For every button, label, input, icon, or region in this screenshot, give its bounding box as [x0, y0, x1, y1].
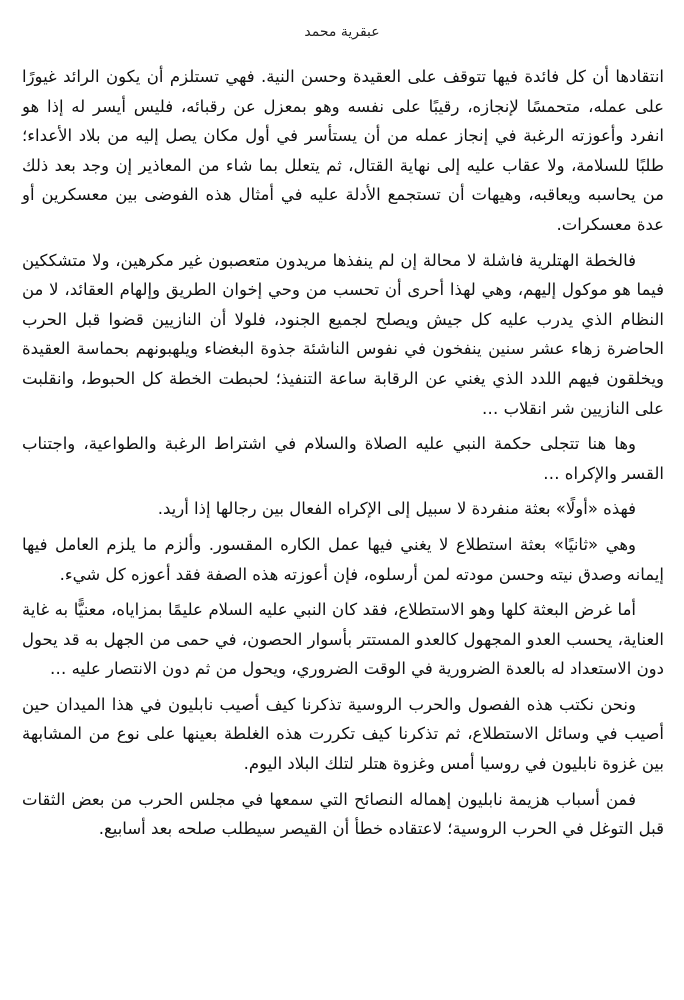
- paragraph: فهذه «أولًا» بعثة منفردة لا سبيل إلى الإكراه الفعال بين رجالها إذا أريد.: [157, 499, 636, 519]
- paragraph: ونحن نكتب هذه الفصول والحرب الروسية تذكرنا كيف أصيب نابليون في هذا الميدان حين أصيب في وسائل الاستطلاع، ثم تذكرنا كيف تكررت هذه الغلطة بعينها على نوع من المشابهة بين غزوة نابليون في روسيا أمس وغزوة هتلر لتلك البلاد اليوم.: [22, 694, 664, 774]
- paragraph: فمن أسباب هزيمة نابليون إهماله النصائح التي سمعها في مجلس الحرب من بعض الثقات قبل التوغل في الحرب الروسية؛ لاعتقاده خطأ أن القيصر سيطلب صلحه بعد أسابيع.: [22, 789, 664, 839]
- running-header-title: عبقرية محمد: [304, 24, 380, 40]
- paragraph: وهي «ثانيًا» بعثة استطلاع لا يغني فيها عمل الكاره المقسور. وألزم ما يلزم العامل فيها إيمانه وصدق نيته وحسن مودته لمن أرسلوه، فإن أعوزته هذه الصفة فقد أعوزه كل شيء.: [22, 534, 664, 584]
- paragraph: فالخطة الهتلرية فاشلة لا محالة إن لم ينفذها مريدون متعصبون غير مكرهين، ولا متشككين فيما هو موكول إليهم، وهي لهذا أحرى أن تحسب من وحي إخوان الطريق وإلهام العقائد، لا من النظام الذي يدرب عليه كل جيش ويصلح لجميع الجنود، فلولا أن النازيين قضوا قبل الحرب الحاضرة زهاء عشر سنين ينفخون في نفوس الناشئة جذوة البغضاء ويلهبونهم بحماسة العقيدة ويخلقون فيهم اللدد الذي يغني عن الرقابة ساعة التنفيذ؛ لحبطت الخطة كل الحبوط، وانقلبت على النازيين شر انقلاب …: [22, 250, 664, 418]
- paragraph: انتقادها أن كل فائدة فيها تتوقف على العقيدة وحسن النية. فهي تستلزم أن يكون الرائد غيورًا على عمله، متحمسًا لإنجازه، رقيبًا على نفسه وهو بمعزل عن رقبائه، فليس أيسر له إذا هو انفرد وأعوزته الرغبة في إنجاز عمله من أن يستأسر في أول مكان يصل إليه من بلاد الأعداء؛ طلبًا للسلامة، ولا عقاب عليه إلى نهاية القتال، ثم يتعلل بما شاء من المعاذير إن وجد بعد ذلك من يحاسبه ويعاقبه، وهيهات أن تستجمع الأدلة عليه في أمثال هذه الفوضى بين معسكرين أو عدة معسكرات.: [22, 67, 664, 234]
- paragraph: وها هنا تتجلى حكمة النبي عليه الصلاة والسلام في اشتراط الرغبة والطواعية، واجتناب القسر والإكراه …: [22, 434, 664, 483]
- paragraph: أما غرض البعثة كلها وهو الاستطلاع، فقد كان النبي عليه السلام عليمًا بمزاياه، معنيًّا به غاية العناية، يحسب العدو المجهول كالعدو المستتر بأسوار الحصون، في حمى من الجهل به قد يحول دون الاستعداد له بالعدة الضرورية في الوقت الضروري، ويحول من ثم دون الانتصار عليه …: [22, 600, 664, 679]
- body-text: [22, 62, 664, 850]
